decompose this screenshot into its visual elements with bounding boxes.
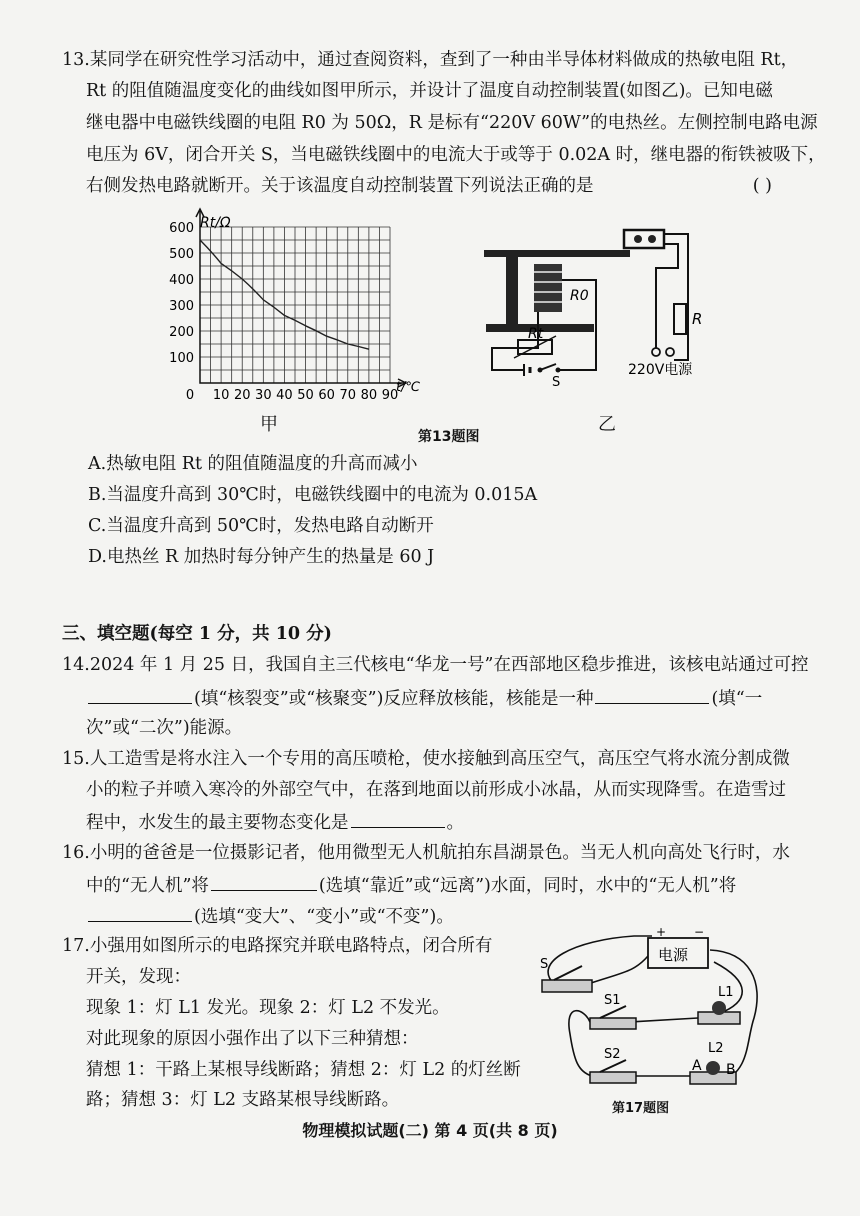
s-label: S: [552, 375, 561, 390]
y-tick-label: 300: [169, 299, 194, 314]
graph-x-label: t/℃: [396, 380, 420, 395]
q17-line-2: 开关，发现：: [86, 967, 191, 987]
q13-line-2: Rt 的阻值随温度变化的曲线如图甲所示，并设计了温度自动控制装置(如图乙)。已知电磁: [86, 81, 773, 101]
fig-a-label: 甲: [260, 414, 278, 435]
a-label: A: [692, 1058, 702, 1074]
power-label: 电源: [658, 946, 689, 964]
x-tick-label: 60: [318, 388, 335, 400]
graph-axes: [196, 209, 406, 387]
heater-resistor-icon: [674, 304, 686, 334]
q13-figure-caption: 第13题图: [418, 429, 480, 445]
electromagnet-coil-icon: [534, 264, 562, 312]
y-tick-label: 400: [169, 273, 194, 288]
x-tick-label: 90: [381, 388, 399, 400]
y-tick-label: 500: [169, 247, 194, 262]
q13-line-4: 电压为 6V，闭合开关 S，当电磁铁线圈中的电流大于或等于 0.02A 时，继电器的衔铁被吸下，: [86, 145, 826, 165]
option-a: A.热敏电阻 Rt 的阻值随温度的升高而减小: [88, 454, 418, 474]
r-label: R: [692, 310, 703, 328]
q15-blank[interactable]: [351, 809, 445, 828]
x-tick-label: 50: [297, 388, 314, 400]
q14-blank-1[interactable]: [88, 685, 192, 704]
q13-line-3: 继电器中电磁铁线圈的电阻 R0 为 50Ω，R 是标有“220V 60W”的电热丝。左侧控制电路电源: [86, 113, 818, 133]
relay-contact-block: [624, 230, 664, 248]
section-3-title: 三、填空题(每空 1 分，共 10 分): [62, 624, 332, 644]
rt-temperature-graph: [160, 205, 420, 400]
x-tick-label: 20: [233, 388, 251, 400]
answer-paren: ( ): [752, 176, 772, 196]
lamp-l1-icon: [712, 1001, 726, 1015]
relay-contact-icon: [634, 235, 642, 243]
x-tick-label: 80: [360, 388, 378, 400]
power-terminal-icon-2: [666, 348, 674, 356]
q16-line-2: 中的“无人机”将 (选填“靠近”或“远离”)水面，同时，水中的“无人机”将: [86, 872, 808, 898]
power-220v-label: 220V电源: [628, 362, 693, 378]
parallel-circuit-diagram: [514, 922, 774, 1100]
q14-line-2: (填“核裂变”或“核聚变”)反应释放核能，核能是一种 (填“一: [86, 685, 808, 711]
q16-blank-2[interactable]: [88, 903, 192, 922]
x-tick-label: 10: [212, 388, 230, 400]
q17-line-6: 路；猜想 3：灯 L2 支路某根导线断路。: [86, 1090, 400, 1110]
s1-label: S1: [604, 993, 621, 1008]
lamp-l2-icon: [706, 1061, 720, 1075]
x-tick-label: 40: [276, 388, 293, 400]
q14-line-3: 次”或“二次”)能源。: [86, 718, 243, 738]
switch-s-lever: [554, 966, 582, 980]
q16-blank-1[interactable]: [211, 872, 317, 891]
r0-label: R0: [570, 288, 589, 304]
x-tick-label: 70: [339, 388, 357, 400]
q17-line-3: 现象 1：灯 L1 发光。现象 2：灯 L2 不发光。: [86, 998, 450, 1018]
x-tick-label: 0: [185, 388, 195, 400]
q16-line-3: (选填“变大”、“变小”或“不变”)。: [86, 903, 808, 929]
option-d: D.电热丝 R 加热时每分钟产生的热量是 60 J: [88, 547, 435, 567]
svg-text:−: −: [694, 925, 705, 939]
power-terminal-icon: [652, 348, 660, 356]
switch-s2-base: [590, 1072, 636, 1083]
q15-line-1: 15.人工造雪是将水注入一个专用的高压喷枪，使水接触到高压空气，高压空气将水流分割成微: [62, 749, 790, 769]
relay-circuit-diagram: [478, 220, 728, 390]
page-footer: 物理模拟试题(二) 第 4 页(共 8 页): [302, 1121, 558, 1140]
q14-line-1: 14.2024 年 1 月 25 日，我国自主三代核电“华龙一号”在西部地区稳步推进，该核电站通过可控: [62, 655, 809, 675]
svg-text:+: +: [656, 925, 667, 939]
option-b: B.当温度升高到 30℃时，电磁铁线圈中的电流为 0.015A: [88, 485, 538, 505]
q14-blank-2[interactable]: [595, 685, 709, 704]
graph-ticks: [169, 221, 398, 400]
l1-label: L1: [718, 985, 734, 1000]
armature-bar: [484, 250, 630, 257]
y-tick-label: 100: [169, 351, 194, 366]
switch-s1-base: [590, 1018, 636, 1029]
rt-label: Rt: [528, 326, 544, 342]
switch-s-base: [542, 980, 592, 992]
q13-line-1: 13.某同学在研究性学习活动中，通过查阅资料，查到了一种由半导体材料做成的热敏电阻 Rt，: [62, 50, 799, 70]
fig-b-label: 乙: [598, 414, 616, 435]
q17-figure-caption: 第17题图: [612, 1101, 670, 1116]
option-c: C.当温度升高到 50℃时，发热电路自动断开: [88, 516, 434, 536]
q17-line-5: 猜想 1：干路上某根导线断路；猜想 2：灯 L2 的灯丝断: [86, 1060, 521, 1080]
y-tick-label: 200: [169, 325, 194, 340]
switch-s-icon: [540, 364, 556, 370]
graph-y-label: Rt/Ω: [200, 215, 231, 231]
b-label: B: [726, 1062, 736, 1078]
relay-contact-icon-2: [648, 235, 656, 243]
x-tick-label: 30: [255, 388, 272, 400]
q16-line-1: 16.小明的爸爸是一位摄影记者，他用微型无人机航拍东昌湖景色。当无人机向高处飞行时，水: [62, 843, 790, 863]
y-tick-label: 600: [169, 221, 194, 236]
q17-line-4: 对此现象的原因小强作出了以下三种猜想：: [86, 1029, 419, 1049]
q15-line-3: 程中，水发生的最主要物态变化是 。: [86, 809, 808, 835]
s2-label: S2: [604, 1047, 621, 1062]
l2-label: L2: [708, 1041, 724, 1056]
q17-line-1: 17.小强用如图所示的电路探究并联电路特点，闭合所有: [62, 936, 493, 956]
q15-line-2: 小的粒子并喷入寒冷的外部空气中，在落到地面以前形成小冰晶，从而实现降雪。在造雪过: [86, 780, 786, 800]
graph-grid: [200, 227, 390, 383]
relay-post: [506, 250, 518, 332]
heater-wire-right: [664, 234, 688, 360]
s-label-17: S: [540, 957, 549, 972]
q13-line-5: 右侧发热电路就断开。关于该温度自动控制装置下列说法正确的是: [86, 176, 594, 196]
